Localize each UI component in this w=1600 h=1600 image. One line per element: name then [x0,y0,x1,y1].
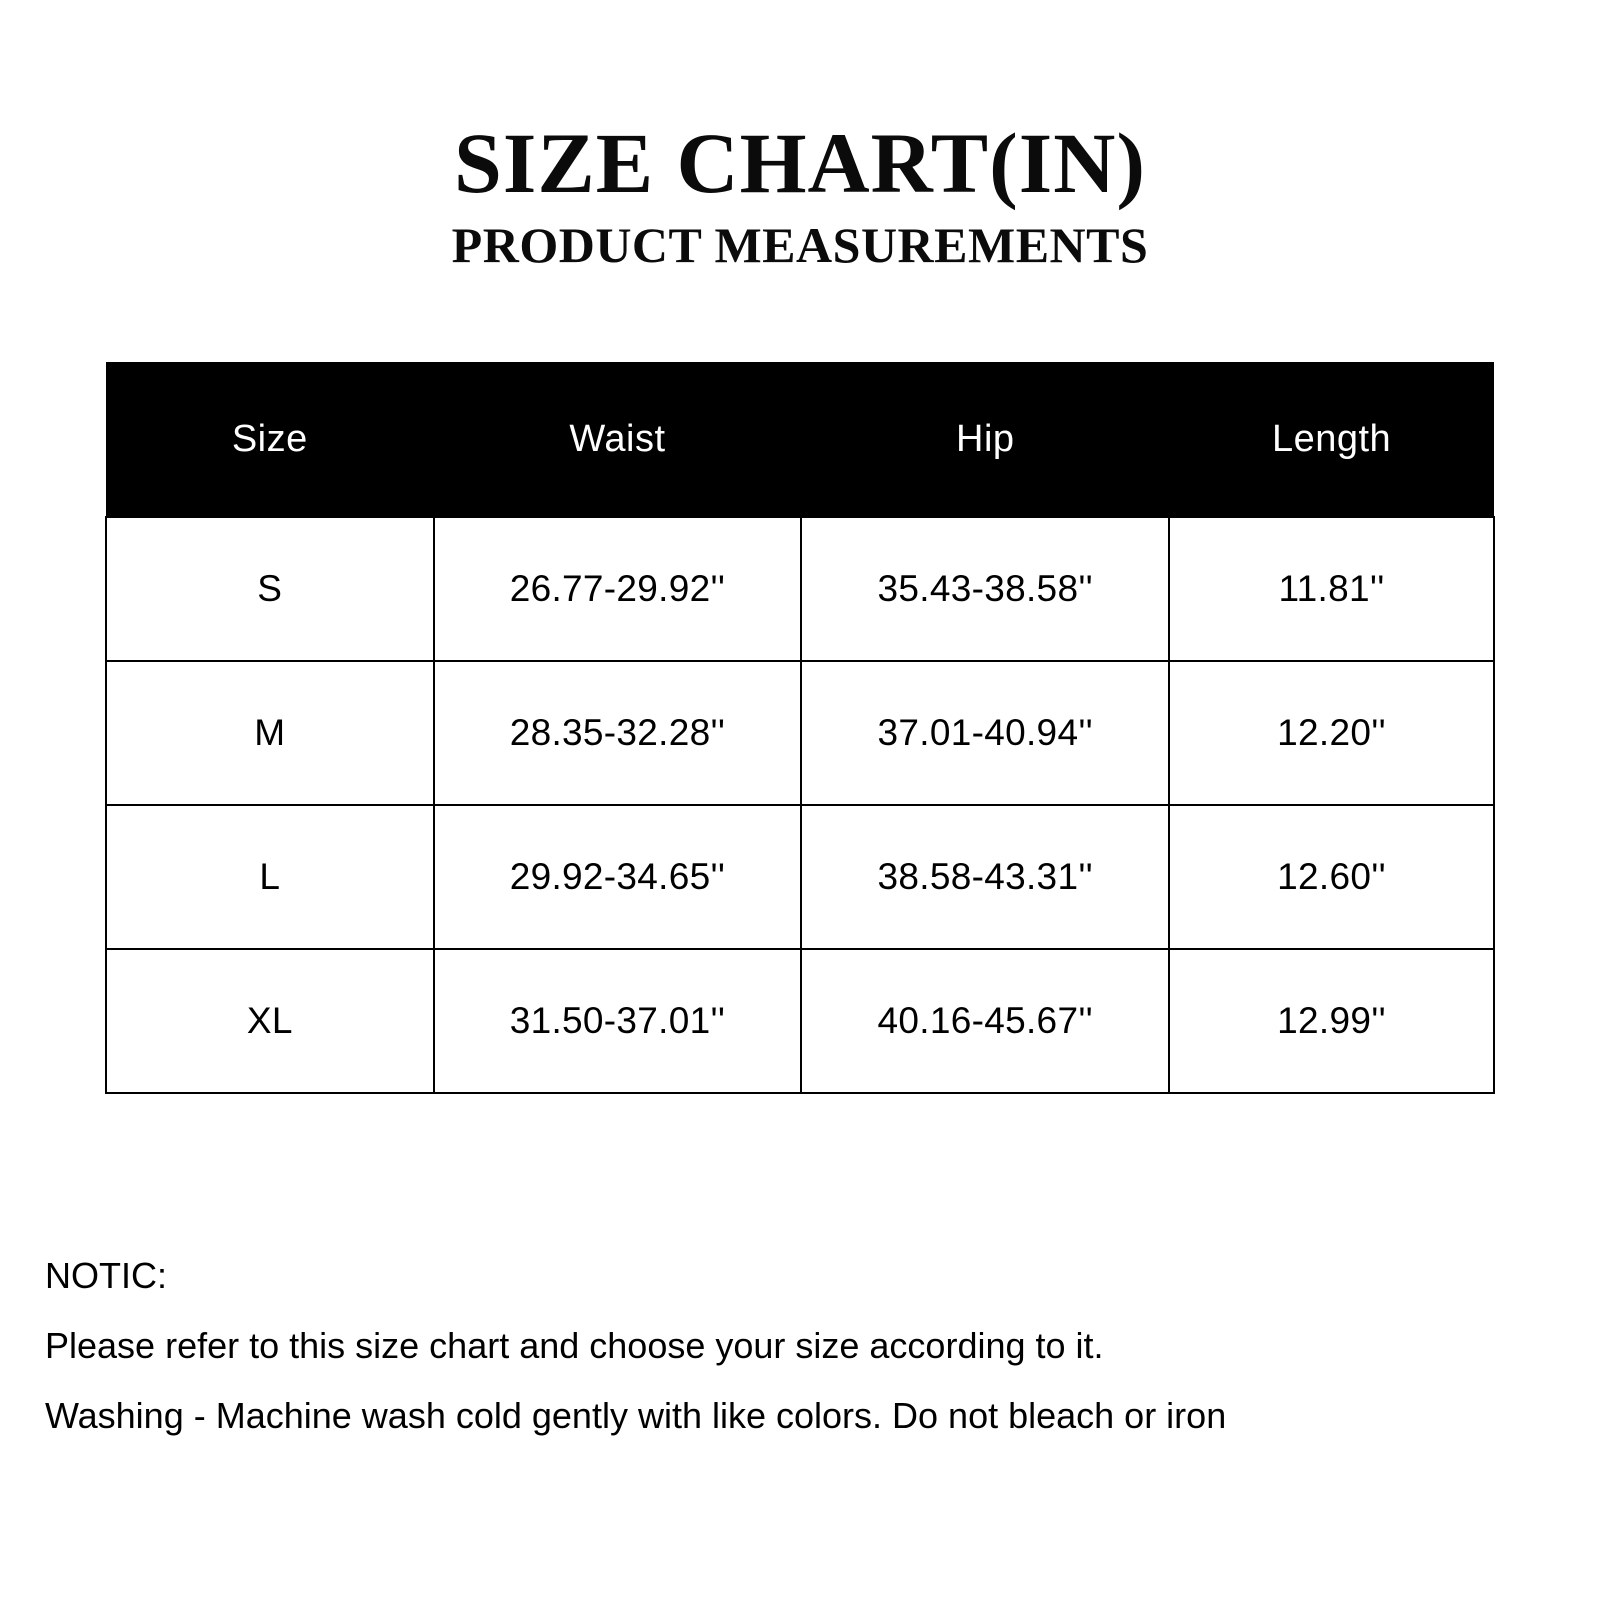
cell-waist: 31.50-37.01'' [434,949,802,1093]
table-header-row [106,362,1494,517]
page-subtitle: PRODUCT MEASUREMENTS [451,217,1149,273]
cell-waist: 28.35-32.28'' [434,661,802,805]
size-table [105,362,1495,1094]
notice-block [45,1255,1565,1436]
cell-hip: 37.01-40.94'' [801,661,1169,805]
cell-length: 11.81'' [1169,517,1494,661]
column-header-length: Length [1169,362,1494,517]
cell-size: M [106,661,434,805]
title-block [0,0,1600,273]
notice-label: NOTIC: [45,1255,167,1296]
size-table-wrapper [105,362,1495,1094]
cell-waist: 29.92-34.65'' [434,805,802,949]
cell-hip: 35.43-38.58'' [801,517,1169,661]
cell-size: XL [106,949,434,1093]
table-row [106,949,1494,1093]
cell-size: S [106,517,434,661]
table-row [106,517,1494,661]
table-row [106,805,1494,949]
notice-line-sizing: Please refer to this size chart and choose your size according to it. [45,1325,1104,1366]
table-row [106,661,1494,805]
cell-waist: 26.77-29.92'' [434,517,802,661]
cell-size: L [106,805,434,949]
page-title: SIZE CHART(IN) [454,115,1146,211]
table-body [106,517,1494,1093]
cell-length: 12.60'' [1169,805,1494,949]
cell-length: 12.20'' [1169,661,1494,805]
column-header-size: Size [106,362,434,517]
notice-line-washing: Washing - Machine wash cold gently with like colors. Do not bleach or iron [45,1395,1227,1436]
cell-hip: 38.58-43.31'' [801,805,1169,949]
cell-length: 12.99'' [1169,949,1494,1093]
cell-hip: 40.16-45.67'' [801,949,1169,1093]
column-header-hip: Hip [801,362,1169,517]
column-header-waist: Waist [434,362,802,517]
table-header [106,362,1494,517]
